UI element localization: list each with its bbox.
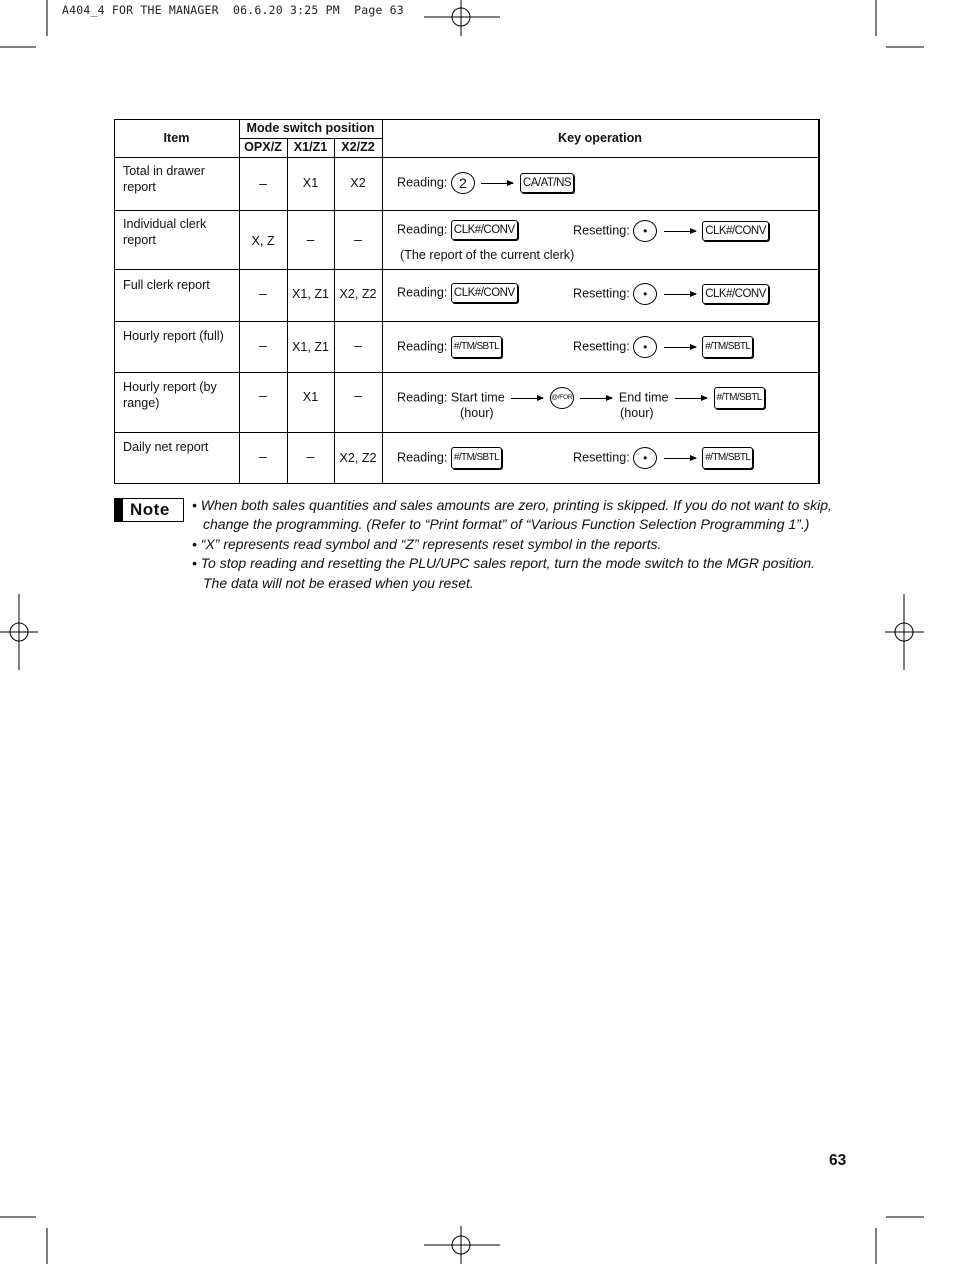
key-tm-sbtl: #/TM/SBTL [702,447,753,469]
key-clk-conv: CLK#/CONV [451,220,518,240]
header-opxz: OPX/Z [244,140,282,154]
row-x2z2: X2, Z2 [339,287,377,301]
row-item: Hourly report (by range) [123,380,217,410]
key-op-full-clerk-reading [397,283,518,303]
key-clk-conv: CLK#/CONV [451,283,518,303]
row-item: Hourly report (full) [123,329,224,343]
row-opxz: – [259,285,267,301]
arrow-icon [664,347,696,348]
key-op-individual-reading [397,220,518,240]
key-ca-at-ns: CA/AT/NS [520,173,574,193]
note-bar-icon [115,499,123,521]
row-x2z2: – [354,337,362,353]
key-op-hourly-full-resetting [573,336,753,358]
note-item: • To stop reading and resetting the PLU/UPC sales report, turn the mode switch to the MGR position. The data will not be erased when you reset. [192,555,816,591]
row-opxz: – [259,337,267,353]
key-2: 2 [451,172,475,194]
key-op-individual-resetting [573,220,769,242]
row-x1z1: X1, Z1 [291,340,330,354]
key-op-daily-net-resetting [573,447,753,469]
start-time-label: Reading: Start time [397,390,505,405]
reading-label: Reading: [397,339,448,354]
resetting-label: Resetting: [573,286,630,301]
row-x2z2: X2 [350,176,366,190]
key-op-hourly-full-reading [397,336,502,358]
arrow-icon [511,398,543,399]
arrow-icon [664,294,696,295]
arrow-icon [664,231,696,232]
arrow-icon [675,398,707,399]
header-item: Item [163,131,190,145]
key-dot: • [633,283,657,305]
reading-label: Reading: [397,175,448,190]
row-x1z1: – [306,448,315,464]
row-item: Daily net report [123,440,209,454]
row-x1z1: – [306,231,315,247]
key-clk-conv: CLK#/CONV [702,284,769,304]
note-item: • When both sales quantities and sales amounts are zero, printing is skipped. If you do not want to skip, change the programming. (Refer to “Print format” of “Various Function Selection Programming 1”.) [192,497,832,533]
row-opxz: – [259,175,267,191]
report-table [114,119,820,484]
row-x1z1: X1 [302,176,319,190]
key-dot: • [633,220,657,242]
arrow-icon [664,458,696,459]
row-x2z2: – [354,387,362,403]
key-clk-conv: CLK#/CONV [702,221,769,241]
key-op-total-drawer [397,172,574,194]
arrow-icon [481,183,513,184]
note-item: • “X” represents read symbol and “Z” represents reset symbol in the reports. [192,535,662,552]
header-mode-switch: Mode switch position [246,121,375,135]
reading-label: Reading: [397,285,448,300]
key-op-daily-net-reading [397,447,502,469]
page-number: 63 [829,1152,847,1169]
row-x1z1: X1, Z1 [291,287,330,301]
resetting-label: Resetting: [573,223,630,238]
reading-label: Reading: [397,222,448,237]
end-hour-label: (hour) [620,406,654,420]
key-tm-sbtl: #/TM/SBTL [451,447,502,469]
start-hour-label: (hour) [460,406,494,420]
key-dot: • [633,336,657,358]
arrow-icon [580,398,612,399]
key-tm-sbtl: #/TM/SBTL [451,336,502,358]
row-opxz: – [259,448,267,464]
current-clerk-note: (The report of the current clerk) [400,248,575,262]
key-op-full-clerk-resetting [573,283,769,305]
notes-list [192,496,832,593]
row-opxz: X, Z [251,234,275,248]
resetting-label: Resetting: [573,339,630,354]
resetting-label: Resetting: [573,450,630,465]
header-x2z2: X2/Z2 [341,140,375,154]
row-opxz: – [259,387,267,403]
header-x1z1: X1/Z1 [293,140,328,154]
reading-label: Reading: [397,450,448,465]
row-item: Total in drawer report [123,164,205,194]
note-label: Note [130,500,170,519]
key-at-for: @/FOR [550,387,574,409]
row-x2z2: X2, Z2 [339,451,377,465]
row-item: Individual clerk report [123,217,207,247]
key-op-hourly-range [397,387,765,409]
print-header: A404_4 FOR THE MANAGER 06.6.20 3:25 PM Page 63 [62,3,404,17]
key-tm-sbtl: #/TM/SBTL [702,336,753,358]
header-key-operation: Key operation [558,131,642,145]
row-x2z2: – [354,231,362,247]
row-item: Full clerk report [123,278,210,292]
key-tm-sbtl: #/TM/SBTL [714,387,765,409]
end-time-label: End time [618,390,669,405]
key-dot: • [633,447,657,469]
row-x1z1: X1 [302,390,319,404]
note-badge [114,498,184,522]
